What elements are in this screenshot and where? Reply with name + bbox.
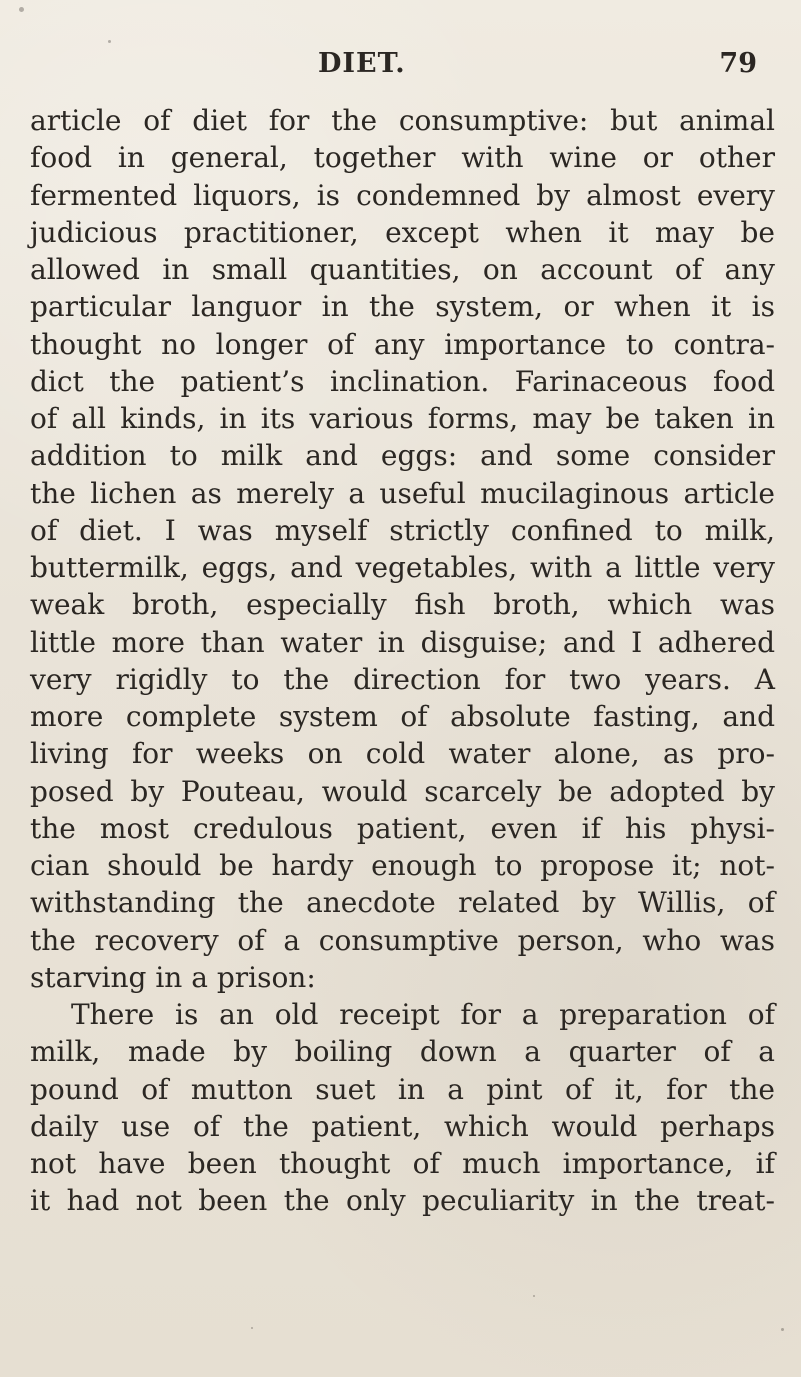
text-line: milk, made by boiling down a quarter of a — [30, 1035, 775, 1069]
running-head: DIET. — [318, 48, 406, 79]
page-number: 79 — [719, 48, 757, 79]
text-line: daily use of the patient, which would perhaps — [30, 1109, 775, 1143]
text-line: the recovery of a consumptive person, who was — [30, 923, 775, 957]
text-line: pound of mutton suet in a pint of it, for the — [30, 1072, 775, 1106]
text-line: the most credulous patient, even if his physi- — [30, 811, 775, 845]
text-line: withstanding the anecdote related by Willis, of — [30, 886, 775, 920]
text-line: thought no longer of any importance to contra- — [30, 327, 775, 361]
text-line: not have been thought of much importance, if — [30, 1147, 775, 1180]
paper-speck — [19, 7, 24, 12]
paper-speck — [108, 40, 111, 43]
paper-speck — [752, 120, 756, 124]
text-line: judicious practitioner, except when it may be — [30, 215, 775, 249]
paragraph-start-line: There is an old receipt for a preparation of — [71, 998, 775, 1031]
text-line: of diet. I was myself strictly confined to milk, — [30, 513, 775, 547]
text-line: the lichen as merely a useful mucilaginous article — [30, 476, 775, 510]
paper-speck — [781, 1328, 784, 1331]
paper-speck — [251, 1327, 253, 1329]
text-line: living for weeks on cold water alone, as pro- — [30, 737, 775, 771]
text-line: article of diet for the consumptive: but animal — [30, 104, 775, 137]
page-header — [0, 48, 801, 96]
paragraph-end-line: starving in a prison: — [30, 960, 316, 994]
text-line: cian should be hardy enough to propose it; not- — [30, 849, 775, 882]
text-line: weak broth, especially fish broth, which was — [30, 588, 775, 622]
text-line: dict the patient’s inclination. Farinaceous food — [30, 364, 775, 398]
paper-speck — [533, 1295, 535, 1297]
body-text — [30, 102, 775, 1220]
text-line: food in general, together with wine or other — [30, 141, 775, 175]
text-line: of all kinds, in its various forms, may be taken in — [30, 402, 775, 435]
text-line: posed by Pouteau, would scarcely be adopted by — [30, 774, 775, 808]
text-line: allowed in small quantities, on account of any — [30, 253, 775, 286]
text-line: more complete system of absolute fasting, and — [30, 700, 775, 733]
text-line: little more than water in disguise; and I adhered — [30, 625, 775, 659]
text-line: very rigidly to the direction for two years. A — [30, 662, 775, 696]
text-line: fermented liquors, is condemned by almost every — [30, 178, 775, 212]
text-line: addition to milk and eggs: and some consider — [30, 439, 775, 473]
text-line: it had not been the only peculiarity in the treat- — [30, 1184, 775, 1218]
text-line: particular languor in the system, or when it is — [30, 290, 775, 324]
text-line: buttermilk, eggs, and vegetables, with a little very — [30, 551, 775, 584]
